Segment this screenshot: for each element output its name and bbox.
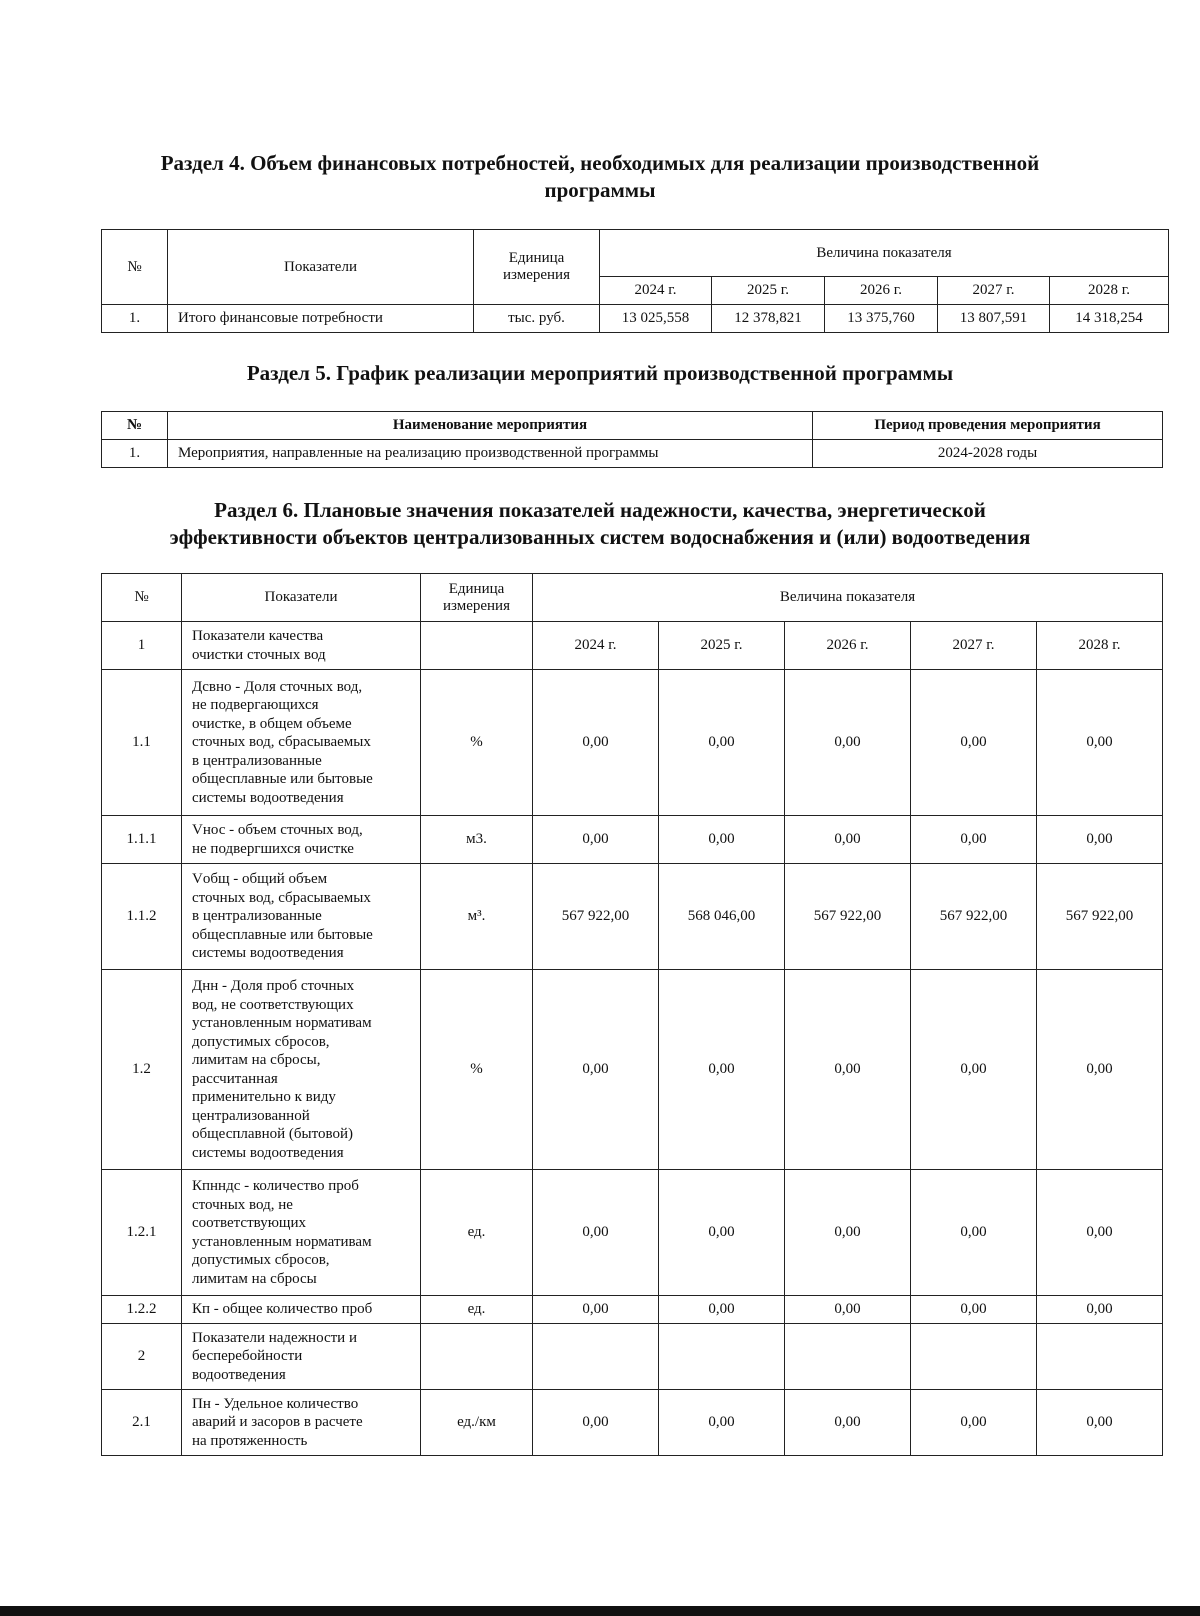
row-value: 0,00 — [1037, 1390, 1163, 1456]
row-value: 0,00 — [659, 670, 785, 816]
row-unit: м³. — [421, 864, 533, 970]
row-value: 0,00 — [659, 1296, 785, 1324]
header-indicators: Показатели — [182, 574, 421, 622]
year-header: 2026 г. — [825, 277, 938, 305]
row-value — [911, 1324, 1037, 1390]
table-row — [102, 670, 1163, 816]
row-value: 0,00 — [785, 1170, 911, 1296]
row-value: 0,00 — [659, 970, 785, 1170]
header-period: Период проведения мероприятия — [813, 412, 1163, 440]
table-row — [102, 1170, 1163, 1296]
row-value: 567 922,00 — [1037, 864, 1163, 970]
row-value: 14 318,254 — [1050, 305, 1169, 333]
row-unit: ед. — [421, 1296, 533, 1324]
row-value: 0,00 — [911, 816, 1037, 864]
row-value: 0,00 — [911, 670, 1037, 816]
section4-title — [0, 150, 1200, 204]
row-unit: м3. — [421, 816, 533, 864]
row-value: 0,00 — [785, 1390, 911, 1456]
row-value: 0,00 — [659, 816, 785, 864]
row-value: 0,00 — [911, 1390, 1037, 1456]
row-value: 0,00 — [785, 1296, 911, 1324]
header-event-name: Наименование мероприятия — [168, 412, 813, 440]
table-row — [102, 816, 1163, 864]
row-value — [1037, 1324, 1163, 1390]
row-value: 0,00 — [911, 1170, 1037, 1296]
row-value: 0,00 — [533, 1296, 659, 1324]
row-unit: % — [421, 670, 533, 816]
section4-title-line1: Раздел 4. Объем финансовых потребностей, необходимых для реализации производственной — [160, 151, 1040, 175]
row-unit: ед. — [421, 1170, 533, 1296]
table-row — [102, 440, 1163, 468]
row-value: 567 922,00 — [785, 864, 911, 970]
year-header: 2028 г. — [1037, 622, 1163, 670]
row-unit: % — [421, 970, 533, 1170]
row-unit: тыс. руб. — [474, 305, 600, 333]
year-header: 2025 г. — [659, 622, 785, 670]
section6-table — [101, 573, 1163, 1456]
scan-edge-bar — [0, 1606, 1200, 1616]
year-header: 2025 г. — [712, 277, 825, 305]
row-name: Мероприятия, направленные на реализацию производственной программы — [168, 440, 813, 468]
section5-title — [0, 360, 1200, 387]
row-value: 0,00 — [785, 970, 911, 1170]
row-unit: ед./км — [421, 1390, 533, 1456]
row-value: 0,00 — [533, 970, 659, 1170]
row-value: 567 922,00 — [911, 864, 1037, 970]
row-num: 2 — [102, 1324, 182, 1390]
row-name: Кп - общее количество проб — [182, 1296, 421, 1324]
row-value: 0,00 — [911, 1296, 1037, 1324]
row-period: 2024-2028 годы — [813, 440, 1163, 468]
row-value: 0,00 — [659, 1390, 785, 1456]
year-header: 2027 г. — [911, 622, 1037, 670]
row-name: Дсвно - Доля сточных вод, не подвергающихся очистке, в общем объеме сточных вод, сбрасываемых в централизованные общесплавные или бытовые системы водоотведения — [182, 670, 421, 816]
row-num: 1.2.2 — [102, 1296, 182, 1324]
row-value: 0,00 — [785, 670, 911, 816]
table-row — [102, 305, 1169, 333]
row-name: Показатели качества очистки сточных вод — [182, 622, 421, 670]
row-unit — [421, 622, 533, 670]
row-value: 0,00 — [533, 816, 659, 864]
row-value — [533, 1324, 659, 1390]
row-name: Vнос - объем сточных вод, не подвергшихся очистке — [182, 816, 421, 864]
header-indicators: Показатели — [168, 230, 474, 305]
row-value: 0,00 — [1037, 670, 1163, 816]
row-value: 13 807,591 — [938, 305, 1050, 333]
table-row — [102, 622, 1163, 670]
row-value: 13 025,558 — [600, 305, 712, 333]
header-unit: Единица измерения — [474, 230, 600, 305]
row-num: 1.1.2 — [102, 864, 182, 970]
row-value: 0,00 — [533, 670, 659, 816]
section5-table — [101, 411, 1163, 468]
header-num: № — [102, 574, 182, 622]
row-value: 567 922,00 — [533, 864, 659, 970]
row-value — [659, 1324, 785, 1390]
section4-table — [101, 229, 1169, 333]
row-name: Днн - Доля проб сточных вод, не соответствующих установленным нормативам допустимых сбросов, лимитам на сбросы, рассчитанная применительно к виду централизованной общесплавной (бытовой) системы водоотведения — [182, 970, 421, 1170]
row-name: Показатели надежности и бесперебойности водоотведения — [182, 1324, 421, 1390]
section5-title-text: Раздел 5. График реализации мероприятий производственной программы — [246, 361, 954, 385]
row-num: 1.1 — [102, 670, 182, 816]
section6-title-line2: эффективности объектов централизованных систем водоснабжения и (или) водоотведения — [169, 525, 1031, 549]
table-row — [102, 970, 1163, 1170]
section6-title — [0, 497, 1200, 551]
row-value: 0,00 — [1037, 970, 1163, 1170]
row-value: 12 378,821 — [712, 305, 825, 333]
row-value — [785, 1324, 911, 1390]
year-header: 2028 г. — [1050, 277, 1169, 305]
header-value: Величина показателя — [600, 230, 1169, 277]
section6-title-line1: Раздел 6. Плановые значения показателей надежности, качества, энергетической — [214, 498, 986, 522]
header-unit: Единица измерения — [421, 574, 533, 622]
row-value: 0,00 — [1037, 1296, 1163, 1324]
row-num: 1.1.1 — [102, 816, 182, 864]
section4-title-line2: программы — [544, 178, 656, 202]
row-value: 0,00 — [533, 1170, 659, 1296]
header-num: № — [102, 412, 168, 440]
row-name: Пн - Удельное количество аварий и засоров в расчете на протяженность — [182, 1390, 421, 1456]
row-num: 1.2 — [102, 970, 182, 1170]
row-value: 13 375,760 — [825, 305, 938, 333]
header-num: № — [102, 230, 168, 305]
row-num: 1.2.1 — [102, 1170, 182, 1296]
year-header: 2024 г. — [600, 277, 712, 305]
row-value: 0,00 — [1037, 816, 1163, 864]
table-row — [102, 1390, 1163, 1456]
row-value: 0,00 — [659, 1170, 785, 1296]
table-row — [102, 1324, 1163, 1390]
row-value: 0,00 — [911, 970, 1037, 1170]
table-row — [102, 1296, 1163, 1324]
row-name: Итого финансовые потребности — [168, 305, 474, 333]
row-num: 1. — [102, 305, 168, 333]
row-value: 0,00 — [785, 816, 911, 864]
row-value: 568 046,00 — [659, 864, 785, 970]
row-value: 0,00 — [1037, 1170, 1163, 1296]
row-unit — [421, 1324, 533, 1390]
row-value: 0,00 — [533, 1390, 659, 1456]
row-num: 2.1 — [102, 1390, 182, 1456]
table-row — [102, 864, 1163, 970]
row-num: 1. — [102, 440, 168, 468]
header-value: Величина показателя — [533, 574, 1163, 622]
year-header: 2026 г. — [785, 622, 911, 670]
row-num: 1 — [102, 622, 182, 670]
year-header: 2027 г. — [938, 277, 1050, 305]
year-header: 2024 г. — [533, 622, 659, 670]
row-name: Кпнндс - количество проб сточных вод, не соответствующих установленным нормативам допустимых сбросов, лимитам на сбросы — [182, 1170, 421, 1296]
row-name: Vобщ - общий объем сточных вод, сбрасываемых в централизованные общесплавные или бытовые системы водоотведения — [182, 864, 421, 970]
